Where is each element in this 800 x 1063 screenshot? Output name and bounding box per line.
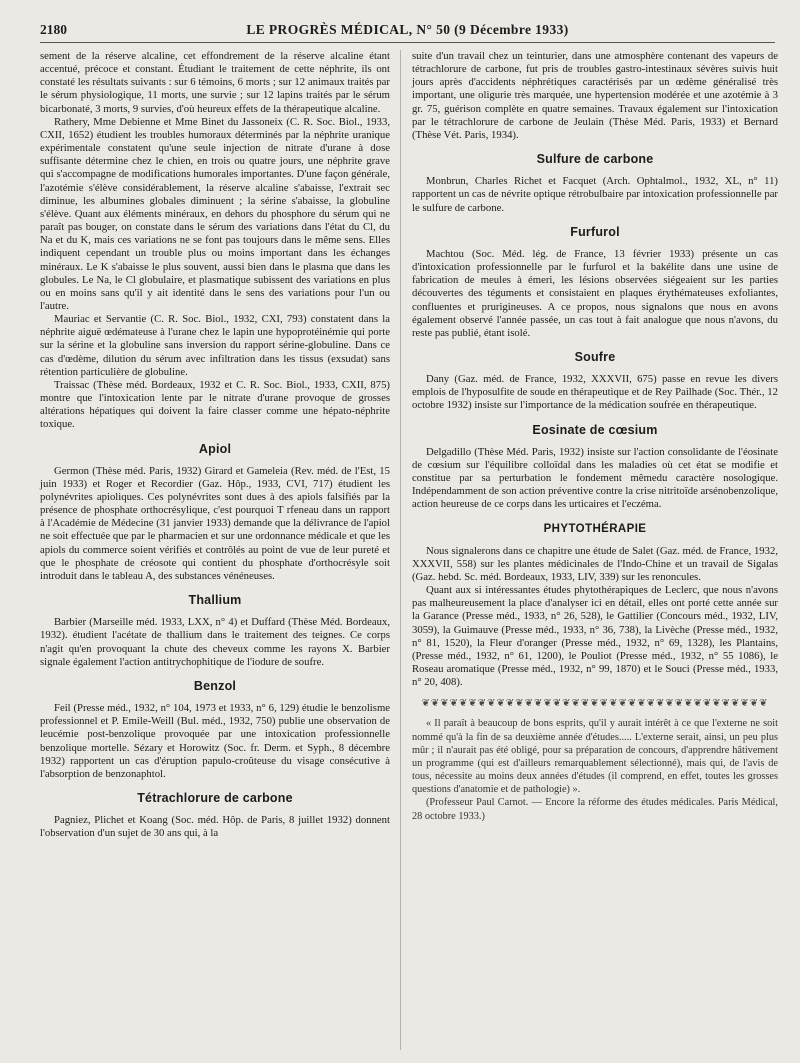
section-heading-apiol: Apiol <box>198 441 232 456</box>
section-heading-furfurol: Furfurol <box>570 224 620 239</box>
section-heading-benzol: Benzol <box>193 678 237 693</box>
paragraph: suite d'un travail chez un teinturier, dans une atmosphère contenant des vapeurs de tétrachlorure de carbone, fut pris de troubles gastro-intestinaux sévères suivis huit jours après d'accidents néphrétiques caractérisés par un œdème généralisé très important, une oligurie très marquée, une hypertension modérée et une azotémie à 3 gr. 75, guérison complète en quatre semaines. Travaux également sur l'intoxication par le tétrachlorure de carbone de Jeulain (Thèse Méd. Paris, 1933) et Bernard (Thèse Vét. Paris, 1934). <box>412 50 778 141</box>
paragraph: Feil (Presse méd., 1932, n° 104, 1973 et 1933, n° 6, 129) étudie le benzolisme professionnel et P. Emile-Weill (Bul. méd., 1932, 750) publie une observation de leucémie post-benzolique provoquée par une intoxication professionnelle benzolique mortelle. Sézary et Horowitz (Soc. fr. Derm. et Syph., 8 décembre 1932) rapportent un cas d'éruption papulo-croûteuse du visage consécutive à l'absorption de benzonaphtol. <box>40 702 390 780</box>
paragraph: Machtou (Soc. Méd. lég. de France, 13 février 1933) présente un cas d'intoxication professionnelle par le furfurol et la bakélite dans une usine de fabrication de meules à émeri, les lésions observées siégeaient sur les parties découvertes des téguments et consistaient en plaques érythémateuses exfoliantes, confluentes et prurigineuses. A ce propos, nous signalons que nous en avons également observé l'année passée, un cas tout à fait analogue que nous n'avons, du reste pas publié, étant isolé. <box>412 247 778 339</box>
right-column <box>412 50 778 1050</box>
section-heading-thallium: Thallium <box>188 593 242 608</box>
section-heading-eosinate: Eosinate de cœsium <box>532 422 658 437</box>
paragraph: Rathery, Mme Debienne et Mme Binet du Jassoneix (C. R. Soc. Biol., 1933, CXII, 1652) étudient les troubles humoraux déterminés par la néphrite uranique expérimentale constatent qu'une seule injection de nitrate d'urane à dose suffisante détermine chez le chien, en trois ou quatre jours, une néphrite grave qui s'accompagne de modifications humorales importantes. D'une façon générale, l'azotémie s'élève considérablement, la réserve alcaline s'abaisse, l'extrait sec diminue, les albumines globales diminuent ; la sérine s'abaisse, la globuline s'élève. Quant aux éléments minéraux, en dehors du phosphore du sérum qui ne paraît pas bouger, on constate dans le sérum des variations dans l'état du Cl, du Na et du K, mais ces variations ne se font pas toujours dans le même sens. Elles indiquent cependant un trouble plus ou moins important dans les échanges minéraux. Le K s'abaisse le plus souvent, aussi bien dans le plasma que dans les globules. Le Na, le Cl globulaire, et plasmatique subissent des variations en plus ou en moins sans qu'il y ait identité dans le sens des variations pour l'un ou l'autre. <box>40 115 390 312</box>
running-title: LE PROGRÈS MÉDICAL, N° 50 (9 Décembre 1933) <box>246 22 569 37</box>
paragraph: Nous signalerons dans ce chapitre une étude de Salet (Gaz. méd. de France, 1932, XXXVII, 558) sur les plantes médicinales de l'Indo-Chine et un travail de Sigalas (Gaz. hebd. Sc. méd. Bordeaux, 1933, LIV, 339) sur les renoncules. <box>412 544 778 583</box>
paragraph: Dany (Gaz. méd. de France, 1932, XXXVII, 675) passe en revue les divers emplois de l'hyposulfite de soude en thérapeutique et de Rey Pailhade (Soc. Thér., 12 octobre 1932) insiste sur l'importance de la médication soufrée en thérapeutique. <box>412 373 778 412</box>
quotation-box <box>412 717 778 822</box>
paragraph: Quant aux si intéressantes études phytothérapiques de Leclerc, que nous n'avons pas malheureusement la place d'analyser ici en détail, elles ont porté cette année sur la Garance (Presse méd., 1933, n° 26, 528), le Gattilier (Concours méd., 1932, LIV, 3059), la Guimauve (Presse méd., 1933, n° 36, 738), la Livèche (Presse méd., 1932, n° 81, 1520), la Fleur d'oranger (Presse méd., 1932, n° 69, 1328), les Plantains, (Presse méd., 1932, n° 61, 1200), le Pouliot (Presse méd., 1932, n° 55 1086), le Roseau aromatique (Presse méd., 1932, n° 99, 1870) et le Souci (Presse méd., 1933, n° 20, 408). <box>412 584 778 689</box>
section-heading-sulfure: Sulfure de carbone <box>536 152 654 167</box>
paragraph: sement de la réserve alcaline, cet effondrement de la réserve alcaline étant accentué, précoce et constant. Étudiant le traitement de cette néphrite, ils ont constaté les résultats suivants : sur 6 témoins, 6 morts ; sur 12 animaux traités par le sérum physiologique, 11 morts, une survie ; sur 12 lapins traités par le sérum bicarbonaté, 3 morts, 9 survies, d'où heureux effets de la thérapeutique alcaline. <box>40 50 390 115</box>
quotation-source: (Professeur Paul Carnot. — Encore la réforme des études médicales. Paris Médical, 28 octobre 1933.) <box>412 797 778 822</box>
paragraph: Barbier (Marseille méd. 1933, LXX, n° 4) et Duffard (Thèse Méd. Bordeaux, 1932). étudient l'acétate de thallium dans le traitement des teignes. Ce corps n'agit qu'en provoquant la chute des cheveux comme les rayons X. Barbier signale également l'action antitrychophitique de l'iodure de soufre. <box>40 616 390 668</box>
paragraph: Mauriac et Servantie (C. R. Soc. Biol., 1932, CXI, 793) constatent dans la néphrite aiguë œdémateuse à l'urane chez le lapin une hypoprotéinémie qui porte sur la sérine et la globuline sans inversion du rapport sérine-globuline. Dans ce cas d'œdème, dilution du sérum avec infiltration dans les tissus (exsudat) sans rétention particulière de globuline. <box>40 313 390 378</box>
column-divider <box>400 50 401 1050</box>
paragraph: Pagniez, Plichet et Koang (Soc. méd. Hôp. de Paris, 8 juillet 1932) donnent l'observation d'un sujet de 30 ans qui, à la <box>40 814 390 840</box>
page-header <box>40 20 775 40</box>
section-heading-soufre: Soufre <box>574 349 616 364</box>
section-heading-phytotherapie: PHYTOTHÉRAPIE <box>543 522 647 535</box>
ornamental-rule: ❦❦❦❦❦❦❦❦❦❦❦❦❦❦❦❦❦❦❦❦❦❦❦❦❦❦❦❦❦❦❦❦❦❦❦❦❦ <box>421 698 769 709</box>
page-number: 2180 <box>40 22 67 37</box>
paragraph: Germon (Thèse méd. Paris, 1932) Girard et Gameleia (Rev. méd. de l'Est, 15 juin 1933) et Roger et Recordier (Gaz. Hôp., 1933, CVI, 717) étudient les polynévrites apioliques. Ces polynévrites sont dues à des apiols falsifiés par la présence de phosphate orthocrésylique, c'est pourquoi T rfeneau dans un rapport à l'Académie de Médecine (31 janvier 1933) demande que la délivrance de l'apiol ne soit effectuée que par le pharmacien et sur une ordonnance médicale et que les apiols du commerce soient vérifiés et contrôlés au point de vue de leur pureté et que le phosphate de créosote qui contient du phosphate d'orthocrésyle soit introduit dans le tableau A, des substances vénéneuses. <box>40 464 390 582</box>
quotation-text: « Il paraît à beaucoup de bons esprits, qu'il y aurait intérêt à ce que l'externe ne soit nommé qu'à la fin de sa deuxième année d'études..... L'externe serait, ainsi, un peu plus mûr ; il n'aurait pas été obligé, pour sa préparation de concours, d'apprendre hâtivement un programme (qui est d'ailleurs remarquablement sélectionné), mais qui, de l'avis de tous, nécessite au moins deux années d'études (il comprend, en effet, toutes les grosses questions d'anatomie et de pathologie) ». <box>412 718 778 796</box>
paragraph: Traissac (Thèse méd. Bordeaux, 1932 et C. R. Soc. Biol., 1933, CXII, 875) montre que l'intoxication lente par le nitrate d'urane provoque de grosses altérations hépatiques qui doivent la faire classer comme une hépato-néphrite toxique. <box>40 378 390 431</box>
section-heading-tetrachlorure: Tétrachlorure de carbone <box>137 790 293 805</box>
paragraph: Delgadillo (Thèse Méd. Paris, 1932) insiste sur l'action consolidante de l'éosinate de cœsium sur l'équilibre colloïdal dans les maladies où cet état se modifie et constitue par sa perturbation le fondement mêmedu caractère nosologique. Indépendamment de son action préventive contre la crise nitritoïde arsénobenzolique, action heureuse de ce corps dans les urticaires et l'eczéma. <box>412 445 778 511</box>
left-column <box>40 50 390 1050</box>
header-rule <box>40 42 775 43</box>
paragraph: Monbrun, Charles Richet et Facquet (Arch. Ophtalmol., 1932, XL, n° 11) rapportent un cas de névrite optique rétrobulbaire par intoxication professionnelle par le sulfure de carbone. <box>412 175 778 214</box>
